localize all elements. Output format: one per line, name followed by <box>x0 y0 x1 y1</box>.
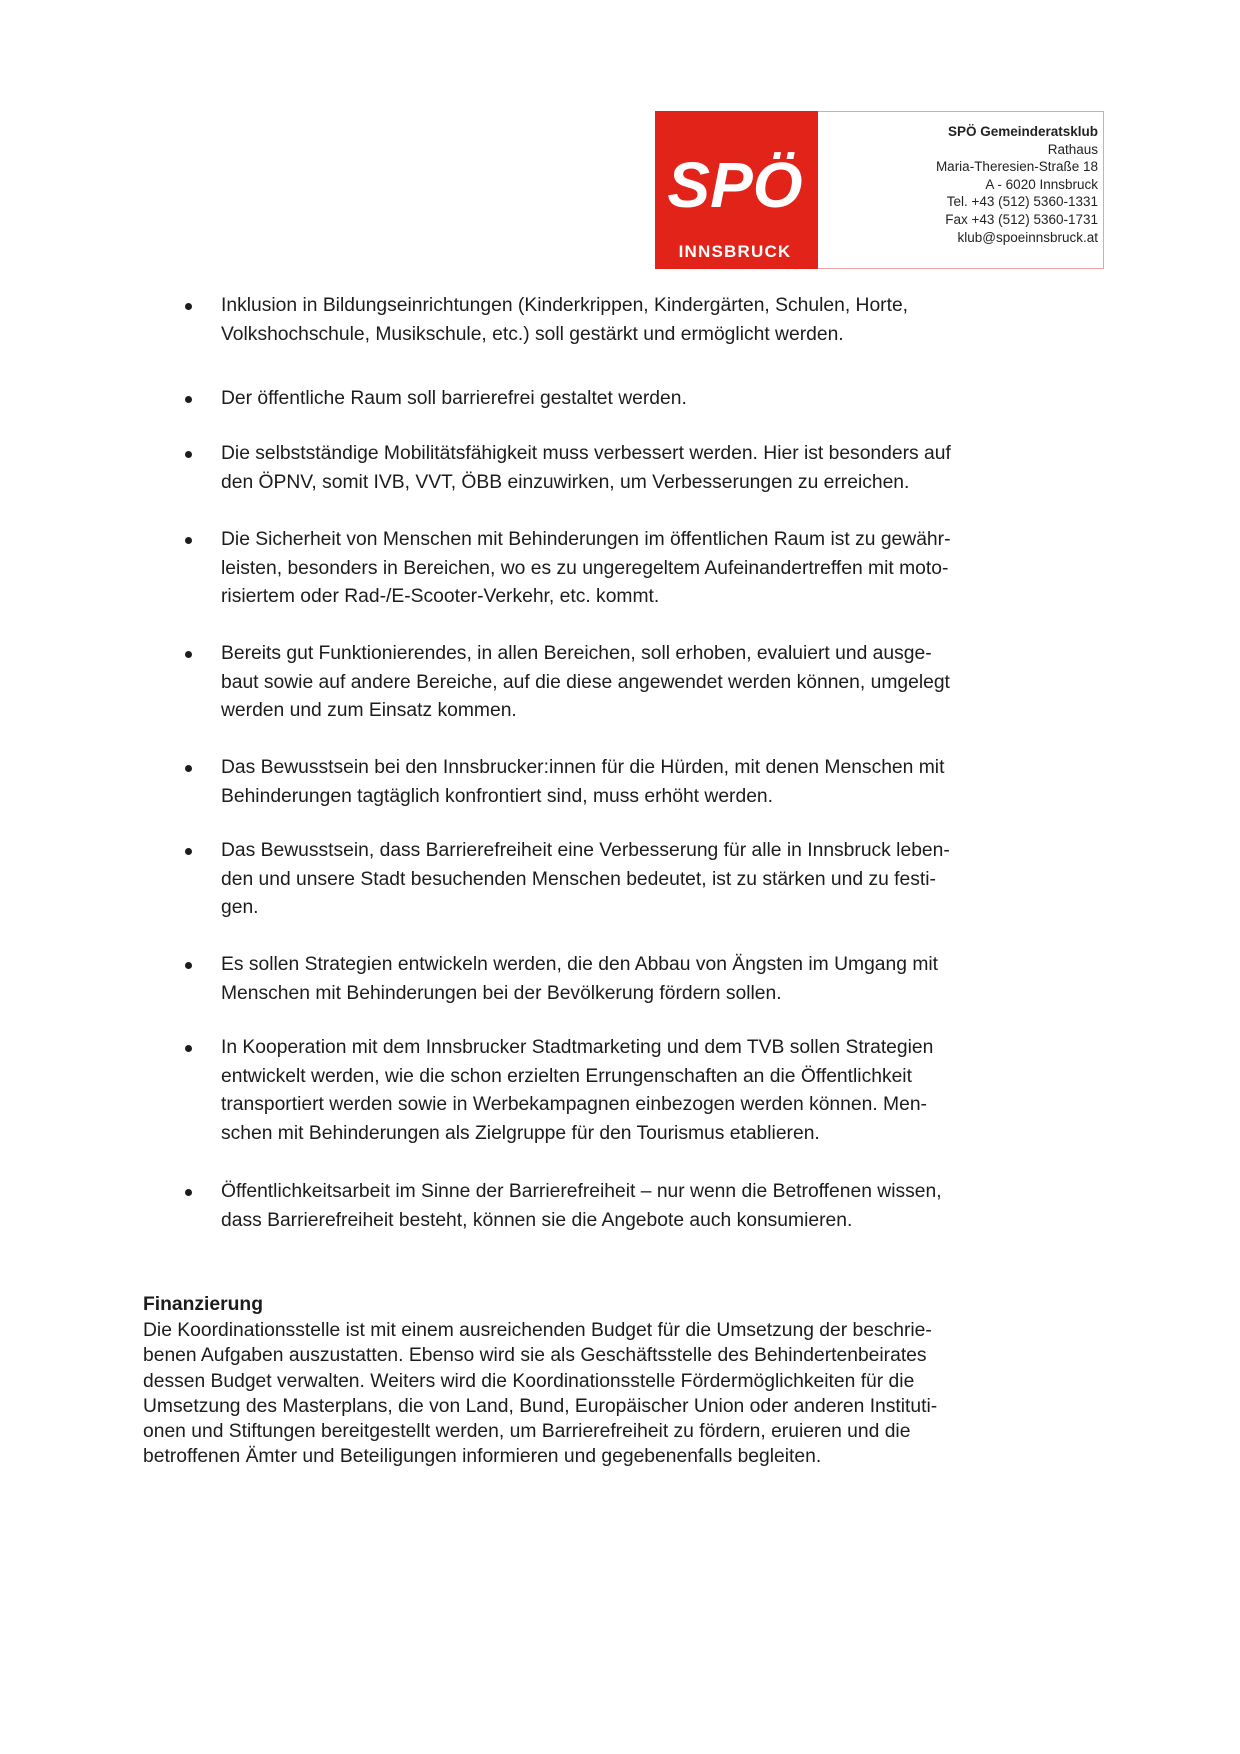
list-item-text <box>221 640 1101 726</box>
list-item-line: den ÖPNV, somit IVB, VVT, ÖBB einzuwirken, um Verbesserungen zu erreichen. <box>221 471 910 493</box>
address-fax: Fax +43 (512) 5360-1731 <box>945 211 1098 227</box>
bullet-icon <box>185 765 192 772</box>
list-item-line: dass Barrierefreiheit besteht, können sie die Angebote auch konsumieren. <box>221 1209 853 1231</box>
list-item-line: Der öffentliche Raum soll barrierefrei gestaltet werden. <box>221 388 687 409</box>
logo-subtitle: INNSBRUCK <box>678 242 792 261</box>
list-item-text <box>221 526 1101 612</box>
list-item-text <box>221 754 1101 811</box>
address-line: Rathaus <box>1047 141 1098 157</box>
list-item-text <box>221 1034 1101 1148</box>
paragraph-line: benen Aufgaben auszustatten. Ebenso wird sie als Geschäftsstelle des Behindertenbeirates <box>143 1345 927 1367</box>
list-item-line: werden und zum Einsatz kommen. <box>221 700 517 722</box>
financing-paragraph <box>143 1318 1103 1470</box>
list-item-line: Die Sicherheit von Menschen mit Behinderungen im öffentlichen Raum ist zu gewähr- <box>221 529 951 550</box>
list-item-text <box>221 1178 1101 1235</box>
paragraph-line: Die Koordinationsstelle ist mit einem ausreichenden Budget für die Umsetzung der beschrie- <box>143 1320 932 1341</box>
list-item-line: Die selbstständige Mobilitätsfähigkeit muss verbessert werden. Hier ist besonders auf <box>221 443 951 464</box>
bullet-icon <box>185 396 192 403</box>
list-item-text <box>221 385 1101 414</box>
bullet-icon <box>185 1189 192 1196</box>
bullet-icon <box>185 962 192 969</box>
list-item-text <box>221 292 1101 349</box>
list-item-line: leisten, besonders in Bereichen, wo es zu ungeregeltem Aufeinandertreffen mit moto- <box>221 557 949 579</box>
bullet-icon <box>185 651 192 658</box>
bullet-icon <box>185 451 192 458</box>
list-item-line: In Kooperation mit dem Innsbrucker Stadtmarketing und dem TVB sollen Strategien <box>221 1037 934 1058</box>
list-item-line: Es sollen Strategien entwickeln werden, die den Abbau von Ängsten im Umgang mit <box>221 954 939 975</box>
list-item-text <box>221 837 1101 923</box>
bullet-icon <box>185 537 192 544</box>
letterhead-address <box>936 123 1098 246</box>
address-line: A - 6020 Innsbruck <box>985 176 1098 192</box>
section-heading-financing: Finanzierung <box>143 1294 263 1315</box>
paragraph-line: onen und Stiftungen bereitgestellt werden, um Barrierefreiheit zu fördern, eruieren und die <box>143 1421 911 1443</box>
address-email: klub@spoeinnsbruck.at <box>957 229 1098 245</box>
paragraph-line: dessen Budget verwalten. Weiters wird die Koordinationsstelle Fördermöglichkeiten für die <box>143 1370 915 1392</box>
bullet-icon <box>185 1045 192 1052</box>
list-item-line: Inklusion in Bildungseinrichtungen (Kinderkrippen, Kindergärten, Schulen, Horte, <box>221 295 909 316</box>
logo-brand-text: SPÖ <box>667 149 803 221</box>
list-item-line: gen. <box>221 897 259 919</box>
spoe-logo <box>655 111 818 269</box>
list-item-line: den und unsere Stadt besuchenden Menschen bedeutet, ist zu stärken und zu festi- <box>221 868 936 890</box>
list-item-line: Das Bewusstsein bei den Innsbrucker:innen für die Hürden, mit denen Menschen mit <box>221 757 945 778</box>
list-item-line: risiertem oder Rad-/E-Scooter-Verkehr, etc. kommt. <box>221 586 660 608</box>
spoe-logo-graphic <box>655 111 818 269</box>
paragraph-line: Umsetzung des Masterplans, die von Land, Bund, Europäischer Union oder anderen Instituti- <box>143 1395 938 1417</box>
list-item-line: transportiert werden sowie in Werbekampagnen einbezogen werden können. Men- <box>221 1094 927 1116</box>
list-item-line: Menschen mit Behinderungen bei der Bevölkerung fördern sollen. <box>221 982 782 1004</box>
list-item-line: Öffentlichkeitsarbeit im Sinne der Barrierefreiheit – nur wenn die Betroffenen wissen, <box>221 1181 942 1202</box>
address-phone: Tel. +43 (512) 5360-1331 <box>946 194 1098 210</box>
address-org: SPÖ Gemeinderatsklub <box>947 124 1098 139</box>
bullet-icon <box>185 303 192 310</box>
list-item-line: baut sowie auf andere Bereiche, auf die diese angewendet werden können, umgelegt <box>221 671 950 693</box>
list-item-line: Volkshochschule, Musikschule, etc.) soll gestärkt und ermöglicht werden. <box>221 323 844 345</box>
list-item-line: Das Bewusstsein, dass Barrierefreiheit eine Verbesserung für alle in Innsbruck leben- <box>221 840 950 861</box>
list-item-text <box>221 440 1101 497</box>
bullet-icon <box>185 848 192 855</box>
list-item-line: entwickelt werden, wie die schon erzielten Errungenschaften an die Öffentlichkeit <box>221 1065 912 1087</box>
list-item-line: Bereits gut Funktionierendes, in allen Bereichen, soll erhoben, evaluiert und ausge- <box>221 643 932 664</box>
paragraph-line: betroffenen Ämter und Beteiligungen informieren und gegebenenfalls begleiten. <box>143 1446 822 1468</box>
list-item-text <box>221 951 1101 1008</box>
list-item-line: schen mit Behinderungen als Zielgruppe für den Tourismus etablieren. <box>221 1122 820 1144</box>
address-line: Maria-Theresien-Straße 18 <box>935 159 1098 175</box>
list-item-line: Behinderungen tagtäglich konfrontiert sind, muss erhöht werden. <box>221 785 773 807</box>
